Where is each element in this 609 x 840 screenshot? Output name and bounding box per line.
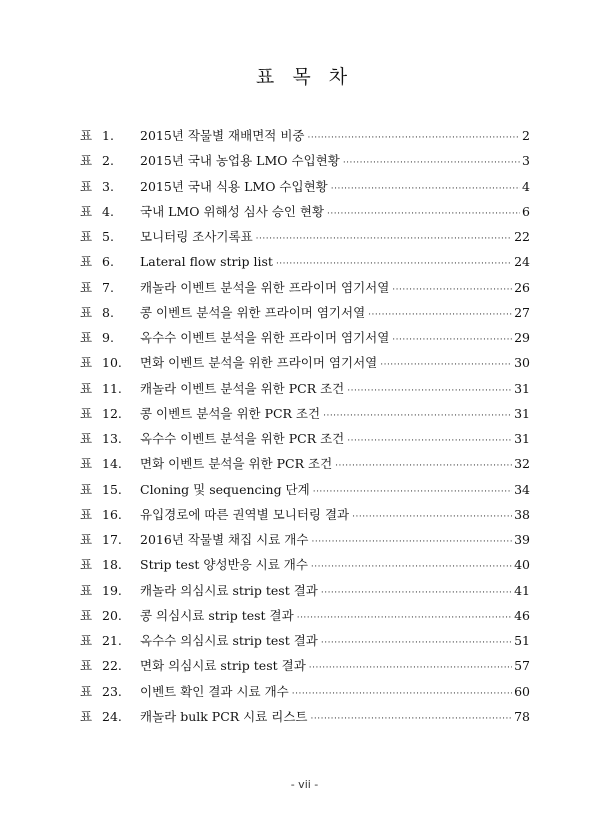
toc-entry[interactable] bbox=[80, 151, 530, 176]
toc-label: Strip test 양성반응 시료 개수 bbox=[140, 557, 308, 573]
toc-prefix: 표 bbox=[80, 153, 93, 169]
toc-entry[interactable] bbox=[80, 707, 530, 732]
toc-entry[interactable] bbox=[80, 480, 530, 505]
toc-prefix: 표 bbox=[80, 658, 93, 674]
toc-number: 3. bbox=[102, 178, 114, 194]
toc-number: 23. bbox=[102, 683, 122, 699]
toc-label: Lateral flow strip list bbox=[140, 254, 273, 270]
toc-leader-dots bbox=[323, 411, 512, 421]
toc-leader-dots bbox=[321, 638, 512, 648]
toc-leader-dots bbox=[276, 259, 512, 269]
toc-number: 11. bbox=[102, 380, 122, 396]
toc-entry[interactable] bbox=[80, 555, 530, 580]
toc-leader-dots bbox=[256, 234, 512, 244]
toc-leader-dots bbox=[311, 537, 512, 547]
toc-page-number: 31 bbox=[514, 380, 530, 396]
toc-prefix: 표 bbox=[80, 128, 93, 143]
toc-leader-dots bbox=[292, 689, 512, 699]
toc-leader-dots bbox=[392, 335, 512, 345]
toc-entry[interactable] bbox=[80, 606, 530, 631]
toc-number: 20. bbox=[102, 607, 122, 623]
toc-label: 국내 LMO 위해성 심사 승인 현황 bbox=[140, 203, 325, 219]
toc-page-number: 30 bbox=[514, 355, 530, 371]
toc-number: 18. bbox=[102, 557, 122, 573]
toc-page-number: 60 bbox=[514, 683, 530, 699]
toc-label: 2015년 국내 식용 LMO 수입현황 bbox=[140, 178, 328, 194]
toc-entry[interactable] bbox=[80, 631, 530, 656]
toc-page-number: 4 bbox=[522, 178, 530, 194]
toc-page-number: 31 bbox=[514, 431, 530, 446]
toc-entry[interactable] bbox=[80, 328, 530, 353]
toc-label: 캐놀라 의심시료 strip test 결과 bbox=[140, 582, 318, 598]
toc-leader-dots bbox=[335, 461, 512, 471]
toc-number: 24. bbox=[102, 708, 122, 724]
toc-number: 4. bbox=[102, 203, 114, 219]
toc-prefix: 표 bbox=[80, 279, 93, 295]
toc-page-number: 41 bbox=[514, 582, 530, 598]
toc-label: 2015년 국내 농업용 LMO 수입현황 bbox=[140, 153, 340, 169]
toc-entry[interactable] bbox=[80, 177, 530, 202]
toc-prefix: 표 bbox=[80, 203, 93, 219]
toc-entry[interactable] bbox=[80, 252, 530, 277]
toc-prefix: 표 bbox=[80, 683, 93, 699]
toc-label: 면화 이벤트 분석을 위한 PCR 조건 bbox=[140, 456, 333, 472]
toc-prefix: 표 bbox=[80, 506, 93, 522]
toc-leader-dots bbox=[327, 209, 520, 219]
toc-number: 5. bbox=[102, 229, 114, 244]
toc-label: 옥수수 이벤트 분석을 위한 PCR 조건 bbox=[140, 431, 345, 446]
toc-label: 캐놀라 이벤트 분석을 위한 프라이머 염기서열 bbox=[140, 279, 390, 295]
toc-label: 면화 의심시료 strip test 결과 bbox=[140, 658, 306, 674]
toc-prefix: 표 bbox=[80, 557, 93, 573]
toc-prefix: 표 bbox=[80, 708, 93, 724]
toc-prefix: 표 bbox=[80, 380, 93, 396]
toc-leader-dots bbox=[313, 487, 512, 497]
toc-number: 2. bbox=[102, 153, 114, 169]
toc-page-number: 26 bbox=[514, 279, 530, 295]
page-footer-number: - vii - bbox=[290, 778, 319, 791]
toc-prefix: 표 bbox=[80, 355, 93, 371]
toc-prefix: 표 bbox=[80, 532, 93, 547]
toc-prefix: 표 bbox=[80, 481, 93, 497]
toc-prefix: 표 bbox=[80, 405, 93, 421]
toc-number: 1. bbox=[102, 128, 114, 143]
toc-entry[interactable] bbox=[80, 530, 530, 555]
toc-prefix: 표 bbox=[80, 582, 93, 598]
toc-page-number: 78 bbox=[514, 708, 530, 724]
toc-prefix: 표 bbox=[80, 254, 93, 270]
toc-leader-dots bbox=[347, 436, 512, 446]
toc-label: 콩 이벤트 분석을 위한 프라이머 염기서열 bbox=[140, 304, 366, 320]
toc-label: 옥수수 의심시료 strip test 결과 bbox=[140, 633, 318, 648]
toc-number: 21. bbox=[102, 633, 122, 648]
toc-leader-dots bbox=[343, 158, 520, 168]
toc-prefix: 표 bbox=[80, 607, 93, 623]
toc-prefix: 표 bbox=[80, 304, 93, 320]
toc-label: 모니터링 조사기록표 bbox=[140, 229, 253, 244]
toc-entry[interactable] bbox=[80, 126, 530, 151]
toc-leader-dots bbox=[309, 663, 512, 673]
toc-entry[interactable] bbox=[80, 454, 530, 479]
page-title: 표 목 차 bbox=[255, 66, 354, 88]
toc-page-number: 27 bbox=[514, 304, 530, 320]
toc-page-number: 31 bbox=[514, 405, 530, 421]
toc-page-number: 51 bbox=[514, 633, 530, 648]
toc-number: 17. bbox=[102, 532, 122, 547]
toc-number: 6. bbox=[102, 254, 114, 270]
toc-prefix: 표 bbox=[80, 633, 93, 648]
toc-entry[interactable] bbox=[80, 656, 530, 681]
toc-leader-dots bbox=[311, 714, 513, 724]
table-of-contents bbox=[80, 126, 530, 732]
toc-number: 7. bbox=[102, 279, 114, 295]
toc-page-number: 6 bbox=[522, 203, 530, 219]
toc-number: 12. bbox=[102, 405, 122, 421]
toc-label: 2015년 작물별 재배면적 비중 bbox=[140, 128, 305, 143]
toc-prefix: 표 bbox=[80, 178, 93, 194]
toc-number: 9. bbox=[102, 330, 114, 345]
toc-leader-dots bbox=[347, 386, 512, 396]
toc-prefix: 표 bbox=[80, 330, 93, 345]
toc-leader-dots bbox=[380, 360, 512, 370]
toc-page-number: 3 bbox=[522, 153, 530, 169]
toc-label: 유입경로에 따른 권역별 모니터링 결과 bbox=[140, 506, 350, 522]
toc-leader-dots bbox=[297, 613, 512, 623]
toc-entry[interactable] bbox=[80, 581, 530, 606]
toc-number: 8. bbox=[102, 304, 114, 320]
toc-page-number: 29 bbox=[514, 330, 530, 345]
toc-page-number: 32 bbox=[514, 456, 530, 472]
toc-number: 19. bbox=[102, 582, 122, 598]
toc-entry[interactable] bbox=[80, 303, 530, 328]
toc-leader-dots bbox=[311, 562, 512, 572]
toc-page-number: 38 bbox=[514, 506, 530, 522]
toc-leader-dots bbox=[392, 285, 512, 295]
toc-page-number: 24 bbox=[514, 254, 530, 270]
toc-leader-dots bbox=[321, 588, 512, 598]
toc-leader-dots bbox=[307, 133, 520, 143]
toc-label: 이벤트 확인 결과 시료 개수 bbox=[140, 683, 289, 699]
toc-entry[interactable] bbox=[80, 404, 530, 429]
toc-entry[interactable] bbox=[80, 682, 530, 707]
toc-number: 22. bbox=[102, 658, 122, 674]
toc-page-number: 46 bbox=[514, 607, 530, 623]
toc-prefix: 표 bbox=[80, 431, 93, 446]
toc-label: 옥수수 이벤트 분석을 위한 프라이머 염기서열 bbox=[140, 330, 390, 345]
toc-entry[interactable] bbox=[80, 278, 530, 303]
toc-leader-dots bbox=[331, 184, 520, 194]
toc-label: 2016년 작물별 채집 시료 개수 bbox=[140, 532, 309, 547]
toc-label: Cloning 및 sequencing 단계 bbox=[140, 481, 310, 497]
toc-page-number: 2 bbox=[522, 128, 530, 143]
toc-number: 14. bbox=[102, 456, 122, 472]
toc-label: 콩 이벤트 분석을 위한 PCR 조건 bbox=[140, 405, 321, 421]
toc-entry[interactable] bbox=[80, 505, 530, 530]
toc-label: 캐놀라 bulk PCR 시료 리스트 bbox=[140, 708, 308, 724]
toc-page-number: 40 bbox=[514, 557, 530, 573]
toc-leader-dots bbox=[352, 512, 512, 522]
toc-label: 콩 의심시료 strip test 결과 bbox=[140, 607, 294, 623]
toc-page-number: 22 bbox=[514, 229, 530, 244]
toc-prefix: 표 bbox=[80, 456, 93, 472]
toc-prefix: 표 bbox=[80, 229, 93, 244]
toc-number: 10. bbox=[102, 355, 122, 371]
toc-entry[interactable] bbox=[80, 353, 530, 378]
toc-page-number: 34 bbox=[514, 481, 530, 497]
toc-number: 13. bbox=[102, 431, 122, 446]
toc-number: 16. bbox=[102, 506, 122, 522]
toc-leader-dots bbox=[368, 310, 512, 320]
toc-entry[interactable] bbox=[80, 202, 530, 227]
toc-page-number: 57 bbox=[514, 658, 530, 674]
toc-entry[interactable] bbox=[80, 227, 530, 252]
toc-number: 15. bbox=[102, 481, 122, 497]
toc-label: 면화 이벤트 분석을 위한 프라이머 염기서열 bbox=[140, 355, 378, 371]
toc-label: 캐놀라 이벤트 분석을 위한 PCR 조건 bbox=[140, 380, 345, 396]
toc-entry[interactable] bbox=[80, 379, 530, 404]
toc-entry[interactable] bbox=[80, 429, 530, 454]
toc-page-number: 39 bbox=[514, 532, 530, 547]
